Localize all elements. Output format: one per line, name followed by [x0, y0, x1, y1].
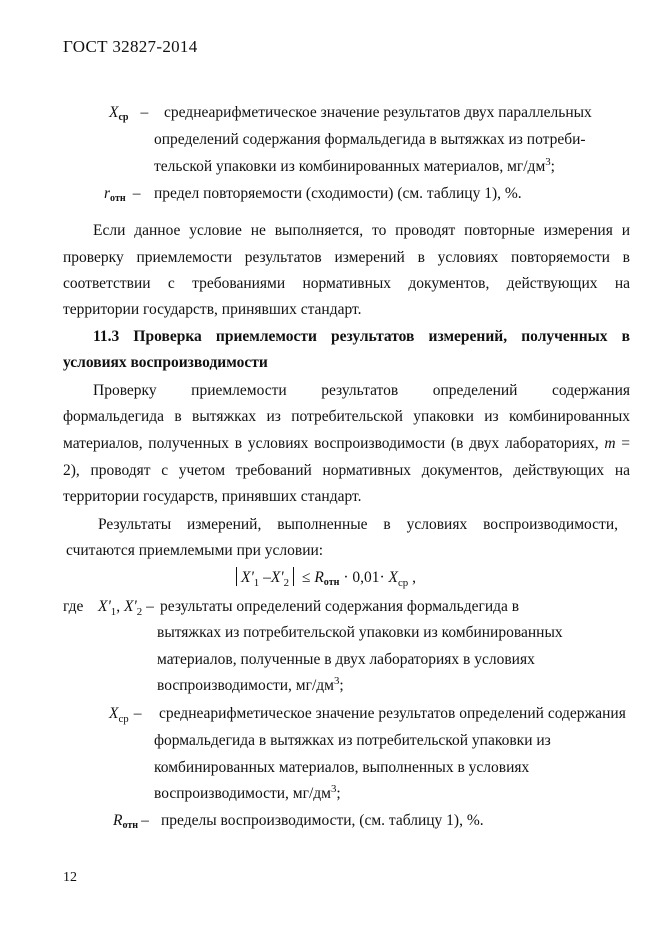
para2-line3: материалов, полученных в условиях воспроизводимости (в двух лабораториях, m =	[63, 435, 631, 452]
definition-r-reprod: пределы воспроизводимости, (см. таблицу 1), %.	[161, 812, 484, 829]
para1-line3: соответствии с требованиями нормативных документов, действующих на	[63, 275, 630, 292]
para1-line2: проверку приемлемости результатов измерений в условиях повторяемости в	[63, 249, 630, 266]
reproducibility-formula: $X'_1$ $-X'_2$ ≤ Rотн · $0,01\cdot X_{ср}$ ,	[232, 567, 416, 593]
para2-line1: Проверку приемлемости результатов определений содержания	[93, 382, 630, 399]
document-header: ГОСТ 32827-2014	[63, 37, 198, 56]
definition-x-lab-line3: материалов, полученные в двух лабораториях в условиях	[157, 651, 535, 668]
para2-line5: территории государств, принявших стандарт.	[63, 488, 362, 505]
para1-line1: Если данное условие не выполняется, то проводят повторные измерения и	[93, 222, 630, 239]
para2-line2: формальдегида в вытяжках из потребительской упаковки из комбинированных	[63, 408, 630, 425]
definition-x-avg2-line2: формальдегида в вытяжках из потребительской упаковки из	[154, 732, 551, 749]
para3-line1: Результаты измерений, выполненные в условиях воспроизводимости,	[98, 516, 618, 533]
definition-x-avg-line3: тельской упаковки из комбинированных материалов, $мг/дм^3$;	[154, 155, 555, 175]
definition-x-lab-line2: вытяжках из потребительской упаковки из комбинированных	[157, 624, 563, 641]
definition-r-rel: предел повторяемости (сходимости) (см. таблицу 1), %.	[154, 185, 522, 202]
para1-line4: территории государств, принявших стандарт.	[63, 301, 362, 318]
definition-x-avg-line1: среднеарифметическое значение результатов двух параллельных	[164, 104, 592, 121]
section-heading-line1: 11.3 Проверка приемлемости результатов измерений, полученных в	[93, 328, 630, 345]
symbol-x-avg: Xср –	[109, 104, 149, 123]
definition-x-lab-line1: результаты определений содержания формальдегида в	[160, 598, 520, 615]
symbol-x-lab: $X'_1$, $X'_2$ –	[98, 598, 154, 619]
page-number: 12	[63, 870, 77, 885]
para2-line4: 2), проводят с учетом требований нормативных документов, действующих на	[63, 462, 630, 479]
symbol-r-rel: rотн –	[104, 185, 141, 204]
definition-x-avg2-line1: среднеарифметическое значение результатов определений содержания	[159, 705, 626, 722]
symbol-x-avg-2: $X_{ср}$ –	[109, 705, 142, 726]
definition-x-avg2-line3: комбинированных материалов, выполненных в условиях	[154, 759, 530, 776]
definition-x-lab-line4: воспроизводимости, $мг/дм^3$;	[157, 674, 344, 694]
symbol-r-reprod: Rотн –	[113, 812, 149, 831]
definition-x-avg2-line4: воспроизводимости, $мг/дм^3$;	[154, 782, 341, 802]
section-heading-line2: условиях воспроизводимости	[63, 354, 268, 371]
definition-x-avg-line2: определений содержания формальдегида в вытяжках из потреби-	[154, 131, 586, 148]
abs-bar-right	[293, 567, 294, 586]
where-label: где	[63, 598, 84, 615]
abs-bar-left	[236, 567, 237, 586]
para3-line2: считаются приемлемыми при условии:	[66, 542, 324, 559]
